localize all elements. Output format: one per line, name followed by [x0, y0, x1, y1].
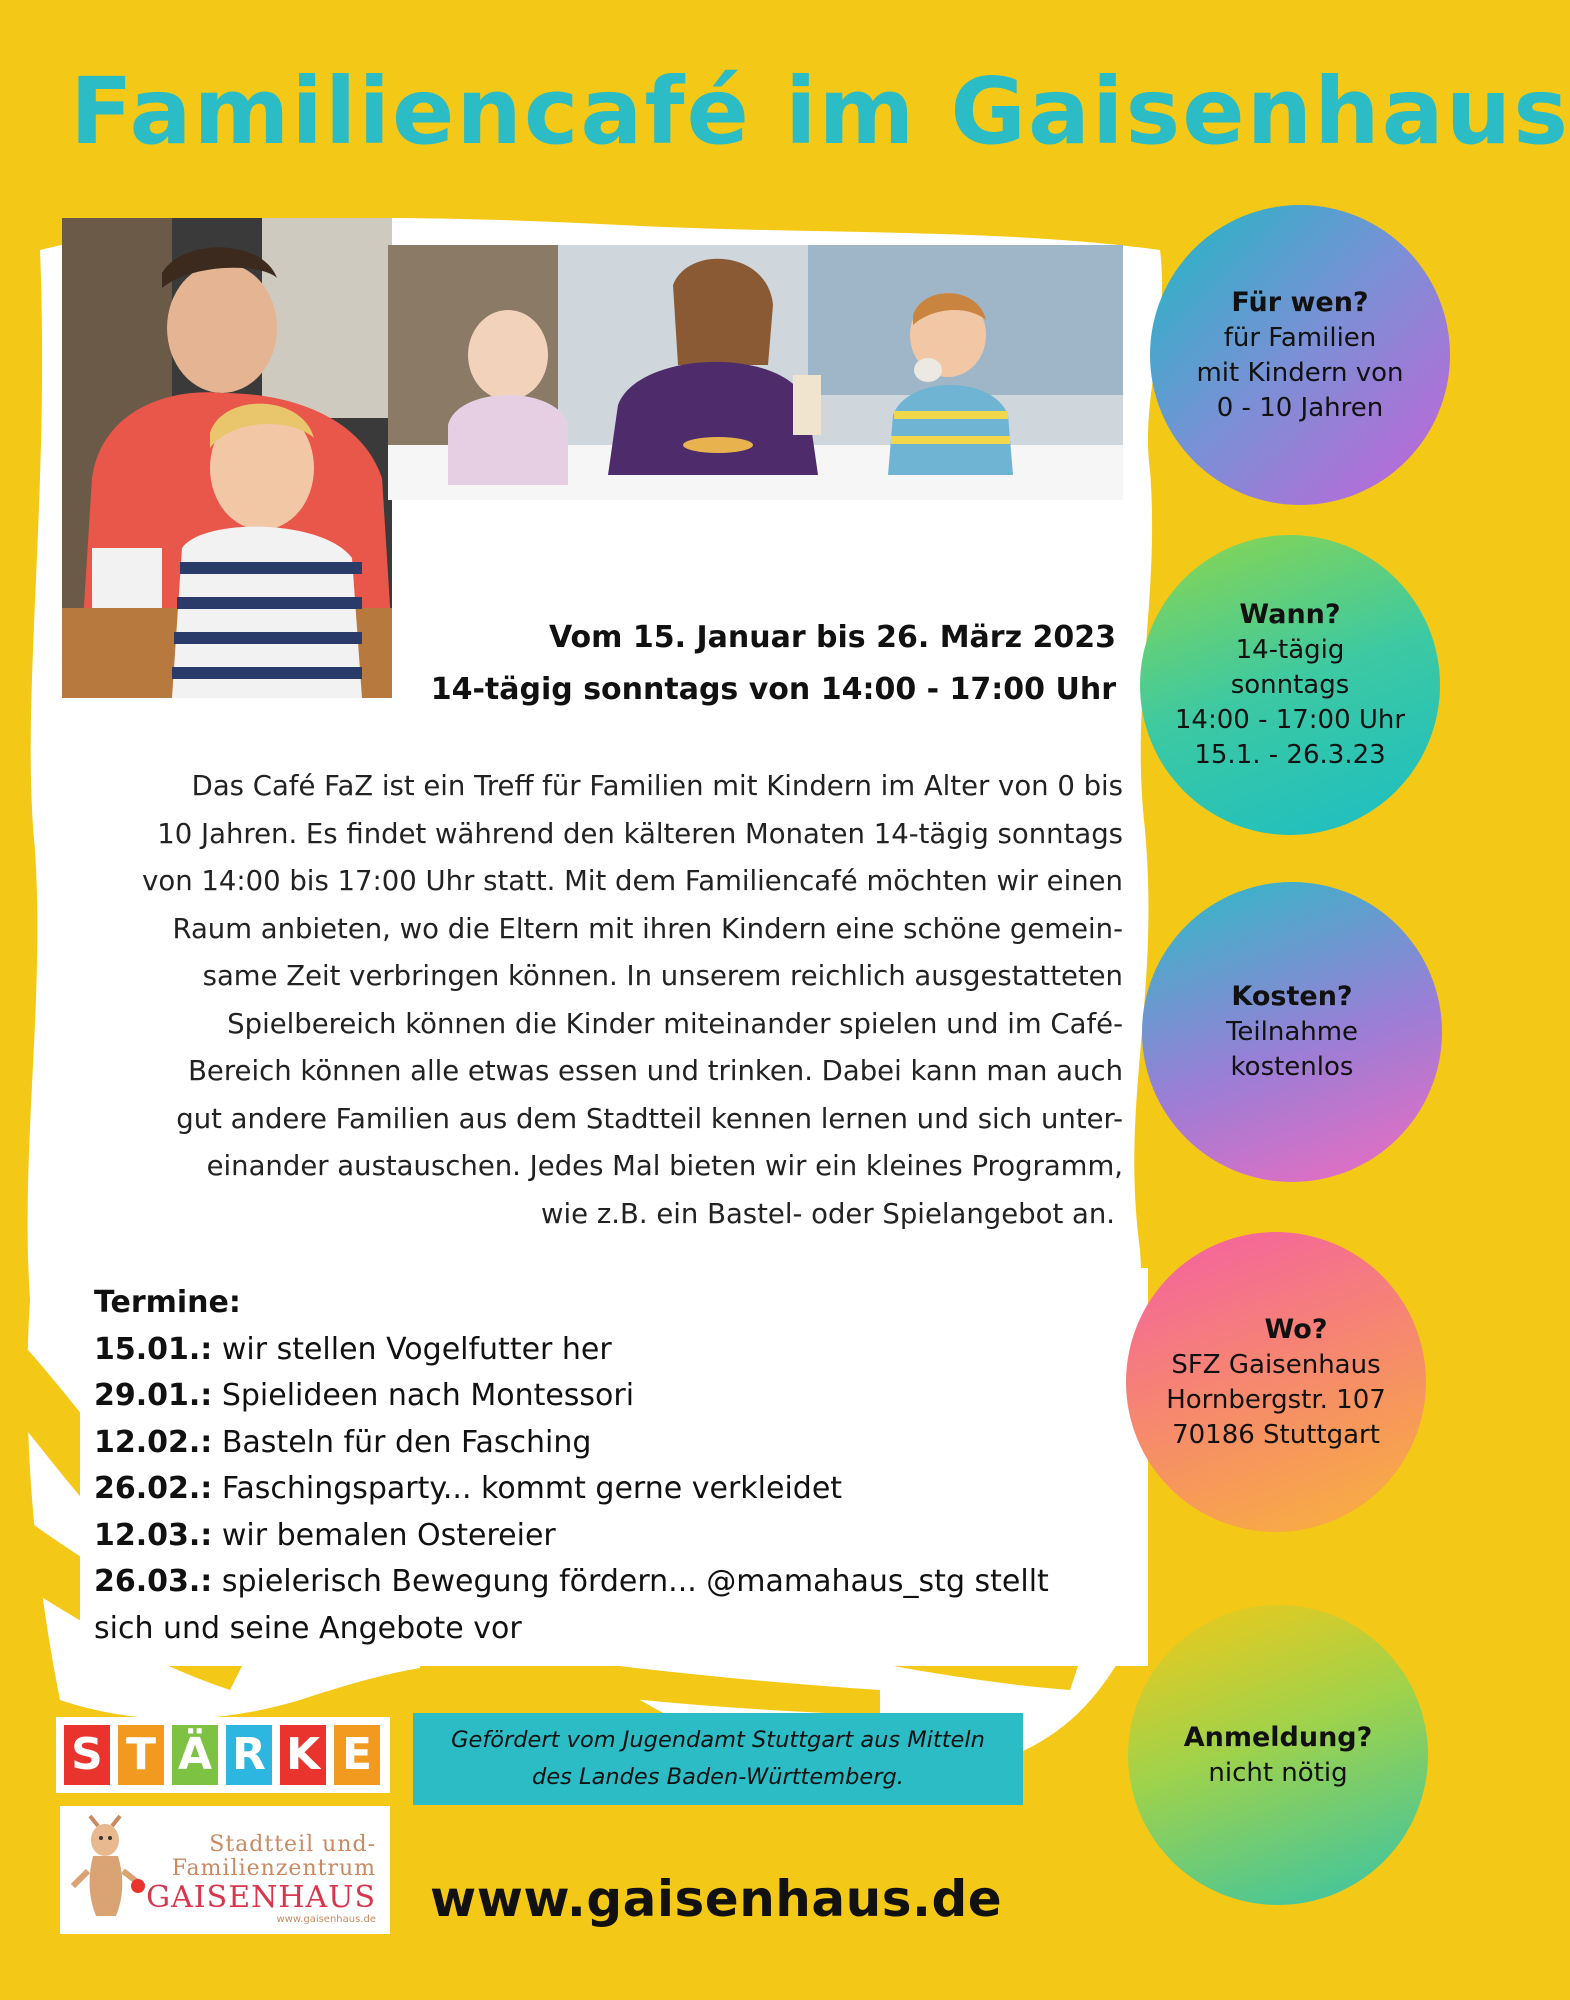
schedule-text: wir bemalen Ostereier — [212, 1517, 556, 1553]
info-circle-question: Kosten? — [1231, 981, 1353, 1012]
schedule-date: 26.02.: — [94, 1471, 213, 1506]
info-circle-answer: sonntags — [1230, 670, 1350, 700]
schedule-text: Faschingsparty... kommt gerne verkleidet — [212, 1471, 843, 1506]
info-circle-question: Anmeldung? — [1183, 1721, 1373, 1753]
staerke-logo — [56, 1717, 390, 1793]
info-circle-answer: 14-tägig — [1235, 635, 1345, 665]
schedule-text: Basteln für den Fasching — [212, 1424, 592, 1460]
goat-mascot-icon — [68, 1816, 148, 1926]
description-line: einander austauschen. Jedes Mal bieten wir ein kleines Programm, — [206, 1150, 1123, 1182]
gaisenhaus-logo — [60, 1806, 390, 1934]
logo-line: Familienzentrum — [171, 1856, 376, 1881]
schedule-item — [94, 1420, 1134, 1467]
schedule-item — [94, 1559, 1134, 1606]
schedule-item — [94, 1373, 1134, 1420]
logo-line: Stadtteil und- — [209, 1832, 376, 1857]
description-line: Das Café FaZ ist ein Treff für Familien mit Kindern im Alter von 0 bis — [191, 770, 1123, 802]
description-line: Raum anbieten, wo die Eltern mit ihren Kindern eine schöne gemein- — [172, 912, 1123, 945]
schedule-box — [80, 1268, 1148, 1666]
info-circle-registration — [1128, 1605, 1428, 1905]
schedule-text: Spielideen nach Montessori — [212, 1378, 635, 1413]
description-line: wie z.B. ein Bastel- oder Spielangebot an. — [541, 1197, 1115, 1230]
schedule-heading: Termine: — [94, 1285, 241, 1320]
schedule-date: 29.01.: — [94, 1378, 213, 1413]
info-circle-answer: Teilnahme — [1225, 1017, 1359, 1047]
schedule-date: 15.01.: — [94, 1331, 213, 1367]
info-circle-answer: 15.1. - 26.3.23 — [1194, 740, 1386, 770]
schedule-text: spielerisch Bewegung fördern... @mamahaus_stg stellt — [212, 1564, 1049, 1599]
schedule-text: wir stellen Vogelfutter her — [212, 1331, 612, 1367]
staerke-letter: K — [280, 1725, 326, 1785]
info-circle-where — [1126, 1232, 1426, 1532]
info-circle-answer: Hornbergstr. 107 — [1166, 1384, 1386, 1415]
schedule-continuation: sich und seine Angebote vor — [94, 1610, 522, 1646]
info-circle-for-whom — [1150, 205, 1450, 505]
funding-notice — [413, 1713, 1023, 1805]
info-circle-answer: für Familien — [1223, 322, 1377, 353]
info-circle-question: Wann? — [1239, 599, 1341, 630]
description-line: Bereich können alle etwas essen und trinken. Dabei kann man auch — [188, 1055, 1123, 1087]
description-line: von 14:00 bis 17:00 Uhr statt. Mit dem Familiencafé möchten wir einen — [142, 865, 1123, 897]
date-range-line1: Vom 15. Januar bis 26. März 2023 — [548, 620, 1116, 655]
info-circle-answer: mit Kindern von — [1196, 357, 1404, 388]
info-circle-answer: 0 - 10 Jahren — [1216, 392, 1384, 423]
description-line: 10 Jahren. Es findet während den kälteren Monaten 14-tägig sonntags — [157, 817, 1123, 850]
photo-mother-children — [388, 245, 1123, 500]
date-range-line2: 14-tägig sonntags von 14:00 - 17:00 Uhr — [430, 672, 1116, 707]
info-circle-question: Wo? — [1264, 1313, 1328, 1345]
schedule-item — [94, 1513, 1134, 1560]
info-circle-answer: kostenlos — [1230, 1052, 1354, 1082]
info-circle-answer: 14:00 - 17:00 Uhr — [1174, 705, 1406, 735]
description-line: same Zeit verbringen können. In unserem reichlich ausgestatteten — [202, 960, 1123, 992]
staerke-letter: R — [226, 1725, 272, 1785]
staerke-letter: E — [334, 1725, 380, 1785]
schedule-item — [94, 1466, 1134, 1513]
page-title: Familiencafé im Gaisenhaus — [70, 58, 1570, 165]
staerke-letter: S — [64, 1725, 110, 1785]
info-circle-when — [1140, 535, 1440, 835]
description-line: gut andere Familien aus dem Stadtteil kennen lernen und sich unter- — [176, 1102, 1123, 1135]
staerke-letter: T — [118, 1725, 164, 1785]
info-circle-answer: SFZ Gaisenhaus — [1171, 1349, 1381, 1380]
logo-name: GAISENHAUS — [146, 1880, 376, 1915]
staerke-letter: Ä — [172, 1725, 218, 1785]
website-link[interactable]: www.gaisenhaus.de — [430, 1870, 1003, 1928]
schedule-date: 12.03.: — [94, 1517, 213, 1553]
description-line: Spielbereich können die Kinder miteinander spielen und im Café- — [227, 1007, 1123, 1040]
info-circle-answer: 70186 Stuttgart — [1172, 1419, 1380, 1450]
info-circle-answer: nicht nötig — [1208, 1757, 1348, 1788]
description-paragraph — [58, 763, 1123, 1238]
schedule-date: 26.03.: — [94, 1564, 213, 1599]
info-circle-question: Für wen? — [1231, 286, 1369, 318]
schedule-item — [94, 1327, 1134, 1374]
date-range — [431, 612, 1116, 716]
schedule-date: 12.02.: — [94, 1424, 213, 1460]
logo-url: www.gaisenhaus.de — [276, 1914, 376, 1925]
funding-line1: Gefördert vom Jugendamt Stuttgart aus Mitteln — [451, 1727, 985, 1753]
funding-line2: des Landes Baden-Württemberg. — [532, 1764, 904, 1790]
photo-father-son — [62, 218, 392, 698]
info-circle-costs — [1142, 882, 1442, 1182]
